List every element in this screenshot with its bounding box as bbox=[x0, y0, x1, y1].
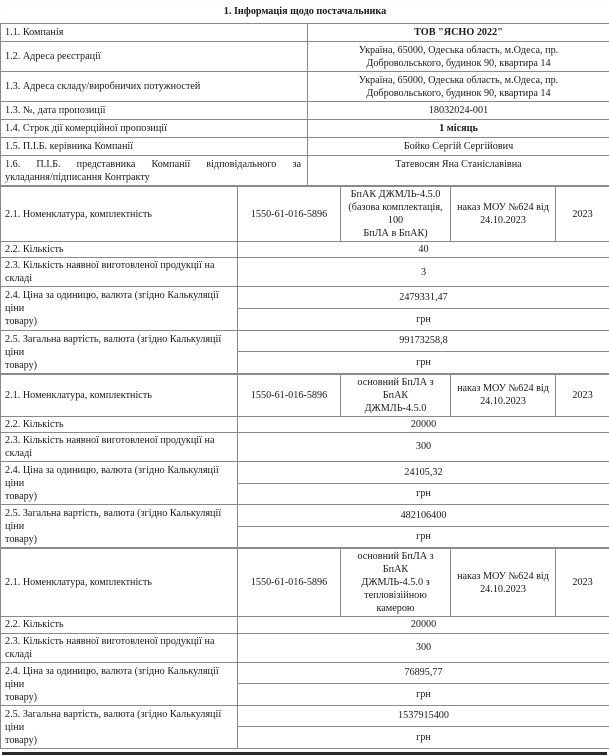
table-row bbox=[1, 24, 609, 42]
product-nomenclature-label: 2.1. Номенклатура, комплектність bbox=[1, 374, 238, 416]
order-reference-line-1: наказ МОУ №624 від bbox=[455, 201, 551, 214]
product-quantity-value: 20000 bbox=[238, 416, 609, 432]
product-year: 2023 bbox=[556, 187, 609, 242]
product-nomenclature-label: 2.1. Номенклатура, комплектність bbox=[1, 187, 238, 242]
order-reference-line-2: 24.10.2023 bbox=[455, 395, 551, 408]
total-label-line-2: товару) bbox=[5, 359, 233, 372]
row-value-registration-address bbox=[308, 42, 609, 72]
product-quantity-value: 40 bbox=[238, 242, 609, 258]
product-unit-price-value: 76895,77 bbox=[238, 662, 609, 684]
product-stock-label: 2.3. Кількість наявної виготовленої продукції на складі bbox=[1, 633, 238, 662]
product-name bbox=[341, 374, 451, 416]
table-row bbox=[1, 72, 609, 102]
address-line-1: Україна, 65000, Одеська область, м.Одеса, пр. bbox=[312, 74, 605, 87]
document-title-row bbox=[1, 1, 609, 24]
product-total-label bbox=[1, 705, 238, 748]
product-table-3 bbox=[0, 548, 609, 749]
row-value-director-name: Бойко Сергій Сергійович bbox=[308, 138, 609, 156]
product-stock-label: 2.3. Кількість наявної виготовленої продукції на складі bbox=[1, 258, 238, 287]
address-line-2: Добровольського, будинок 90, квартира 14 bbox=[312, 87, 605, 100]
product-unit-price-value: 2479331,47 bbox=[238, 287, 609, 309]
product-code: 1550-61-016-5896 bbox=[238, 187, 341, 242]
product-name bbox=[341, 187, 451, 242]
product-total-label bbox=[1, 330, 238, 373]
row-label-offer-number-date: 1.3. №, дата пропозиції bbox=[1, 102, 308, 120]
row-label-company: 1.1. Компанія bbox=[1, 24, 308, 42]
product-total-currency: грн bbox=[238, 352, 609, 374]
product-name-line-3: тепловізійною камерою bbox=[345, 589, 446, 615]
address-line-1: Україна, 65000, Одеська область, м.Одеса, пр. bbox=[312, 44, 605, 57]
row-value-offer-validity: 1 місяць bbox=[308, 120, 609, 138]
product-nomenclature-label: 2.1. Номенклатура, комплектність bbox=[1, 549, 238, 617]
unit-price-label-line-1: 2.4. Ціна за одиницю, валюта (згідно Калькуляції ціни bbox=[5, 464, 233, 490]
product-order-reference bbox=[451, 187, 556, 242]
product-order-reference bbox=[451, 549, 556, 617]
table-row bbox=[1, 258, 609, 287]
total-label-line-1: 2.5. Загальна вартість, валюта (згідно Калькуляції ціни bbox=[5, 708, 233, 734]
unit-price-label-line-2: товару) bbox=[5, 691, 233, 704]
row-label-representative-name bbox=[1, 156, 308, 186]
total-label-line-2: товару) bbox=[5, 533, 233, 546]
table-row bbox=[1, 242, 609, 258]
order-reference-line-1: наказ МОУ №624 від bbox=[455, 382, 551, 395]
product-unit-price-label bbox=[1, 287, 238, 330]
table-row bbox=[1, 42, 609, 72]
product-unit-price-value: 24105,32 bbox=[238, 461, 609, 483]
product-total-value: 482106400 bbox=[238, 505, 609, 527]
product-name-line-1: основний БпЛА з БпАК bbox=[345, 550, 446, 576]
product-quantity-value: 20000 bbox=[238, 617, 609, 633]
product-code: 1550-61-016-5896 bbox=[238, 374, 341, 416]
product-code: 1550-61-016-5896 bbox=[238, 549, 341, 617]
product-name-line-2: (базова комплектація, 100 bbox=[345, 201, 446, 227]
product-unit-price-label bbox=[1, 461, 238, 504]
row-label-warehouse-address: 1.3. Адреса складу/виробничих потужностей bbox=[1, 72, 308, 102]
product-table-1 bbox=[0, 186, 609, 374]
total-label-line-1: 2.5. Загальна вартість, валюта (згідно Калькуляції ціни bbox=[5, 507, 233, 533]
row-value-warehouse-address bbox=[308, 72, 609, 102]
row-label-offer-validity: 1.4. Строк дії комерційної пропозиції bbox=[1, 120, 308, 138]
unit-price-label-line-1: 2.4. Ціна за одиницю, валюта (згідно Калькуляції ціни bbox=[5, 665, 233, 691]
product-name-line-2: ДЖМЛЬ-4.5.0 з bbox=[345, 576, 446, 589]
product-year: 2023 bbox=[556, 374, 609, 416]
row-label-registration-address: 1.2. Адреса реєстрації bbox=[1, 42, 308, 72]
row-label-director-name: 1.5. П.І.Б. керівника Компанії bbox=[1, 138, 308, 156]
table-row bbox=[1, 416, 609, 432]
unit-price-label-line-2: товару) bbox=[5, 490, 233, 503]
product-quantity-label: 2.2. Кількість bbox=[1, 416, 238, 432]
table-row bbox=[1, 505, 609, 527]
table-row bbox=[1, 549, 609, 617]
product-name-line-3: БпЛА в БпАК) bbox=[345, 227, 446, 240]
table-row bbox=[1, 287, 609, 309]
total-label-line-1: 2.5. Загальна вартість, валюта (згідно Калькуляції ціни bbox=[5, 333, 233, 359]
product-name-line-2: ДЖМЛЬ-4.5.0 bbox=[345, 402, 446, 415]
table-row bbox=[1, 102, 609, 120]
page-bottom-rule bbox=[2, 752, 607, 755]
order-reference-line-1: наказ МОУ №624 від bbox=[455, 570, 551, 583]
product-stock-value: 3 bbox=[238, 258, 609, 287]
total-label-line-2: товару) bbox=[5, 734, 233, 747]
product-name-line-1: основний БпЛА з БпАК bbox=[345, 376, 446, 402]
table-row bbox=[1, 461, 609, 483]
product-order-reference bbox=[451, 374, 556, 416]
representative-label-line-2: укладання/підписання Контракту bbox=[5, 171, 301, 184]
address-line-2: Добровольського, будинок 90, квартира 14 bbox=[312, 57, 605, 70]
row-value-offer-number-date: 18032024-001 bbox=[308, 102, 609, 120]
product-table-2 bbox=[0, 374, 609, 549]
product-stock-value: 300 bbox=[238, 633, 609, 662]
order-reference-line-2: 24.10.2023 bbox=[455, 214, 551, 227]
product-unit-price-currency: грн bbox=[238, 684, 609, 706]
product-total-value: 1537915400 bbox=[238, 705, 609, 727]
product-total-currency: грн bbox=[238, 526, 609, 548]
table-row bbox=[1, 432, 609, 461]
table-row bbox=[1, 187, 609, 242]
product-quantity-label: 2.2. Кількість bbox=[1, 617, 238, 633]
table-row bbox=[1, 617, 609, 633]
product-quantity-label: 2.2. Кількість bbox=[1, 242, 238, 258]
order-reference-line-2: 24.10.2023 bbox=[455, 583, 551, 596]
product-year: 2023 bbox=[556, 549, 609, 617]
table-row bbox=[1, 705, 609, 727]
unit-price-label-line-2: товару) bbox=[5, 315, 233, 328]
unit-price-label-line-1: 2.4. Ціна за одиницю, валюта (згідно Калькуляції ціни bbox=[5, 289, 233, 315]
product-stock-label: 2.3. Кількість наявної виготовленої продукції на складі bbox=[1, 432, 238, 461]
representative-label-line-1: 1.6. П.І.Б. представника Компанії відповідального за bbox=[5, 159, 301, 170]
table-row bbox=[1, 633, 609, 662]
product-stock-value: 300 bbox=[238, 432, 609, 461]
product-total-value: 99173258,8 bbox=[238, 330, 609, 352]
product-unit-price-label bbox=[1, 662, 238, 705]
product-unit-price-currency: грн bbox=[238, 483, 609, 505]
table-row bbox=[1, 120, 609, 138]
table-row bbox=[1, 374, 609, 416]
product-name bbox=[341, 549, 451, 617]
product-name-line-1: БпАК ДЖМЛЬ-4.5.0 bbox=[345, 188, 446, 201]
product-total-currency: грн bbox=[238, 727, 609, 749]
page-title: 1. Інформація щодо постачальника bbox=[1, 1, 609, 24]
row-value-representative-name: Татевосян Яна Станіславівна bbox=[308, 156, 609, 186]
table-row bbox=[1, 138, 609, 156]
table-row bbox=[1, 662, 609, 684]
product-unit-price-currency: грн bbox=[238, 308, 609, 330]
supplier-info-table bbox=[0, 0, 609, 186]
row-value-company: ТОВ "ЯСНО 2022" bbox=[308, 24, 609, 42]
table-row bbox=[1, 156, 609, 186]
table-row bbox=[1, 330, 609, 352]
product-total-label bbox=[1, 505, 238, 548]
